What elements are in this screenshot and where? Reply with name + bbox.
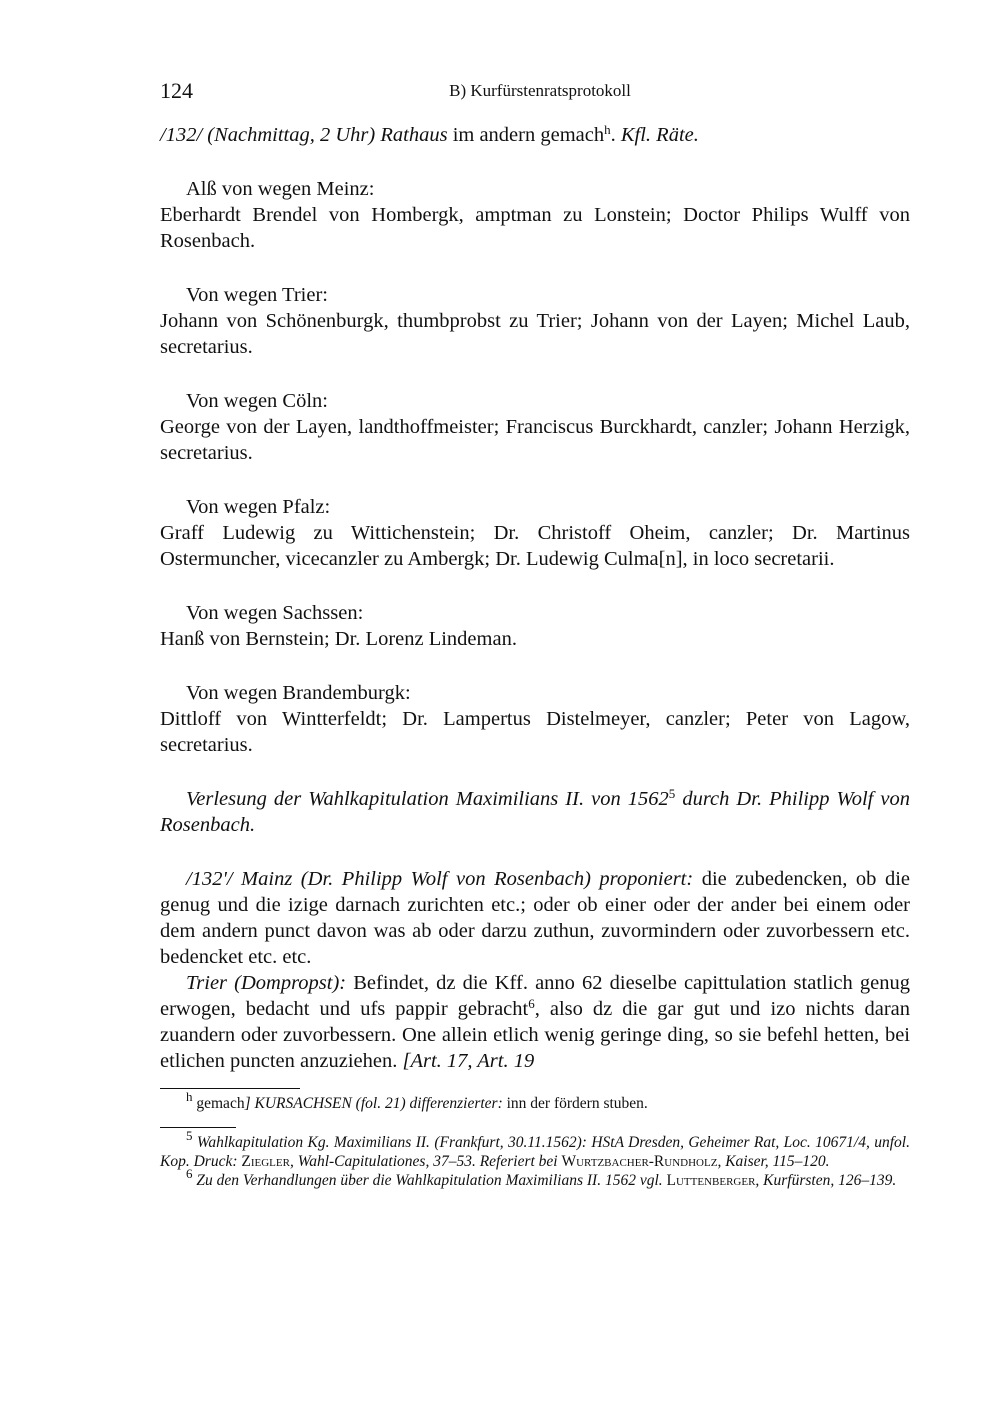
fn-text: , Kurfürsten, 126–139. [755, 1172, 897, 1189]
reading-text: Verlesung der Wahlkapitulation Maximilians II. von 1562 [186, 788, 669, 810]
note-ref: h [604, 122, 611, 137]
reading-heading [160, 786, 910, 838]
note-text-end: inn der fördern stuben. [502, 1095, 648, 1112]
delegation [160, 176, 910, 254]
speaker: Trier (Dompropst): [186, 972, 347, 994]
running-title: B) Kurfürstenratsprotokoll [449, 81, 631, 100]
delegation [160, 282, 910, 360]
fn-num: 6 [186, 1166, 193, 1181]
footnote-6 [160, 1166, 910, 1190]
delegation [160, 388, 910, 466]
intro-text: im andern gemach [447, 124, 605, 146]
footnote-ref: 5 [668, 786, 676, 801]
divider [160, 1127, 236, 1128]
delegation-heading: Von wegen Sachssen: [186, 602, 364, 624]
reading-text-end: durch Dr. Philipp Wolf von Rosenbach. [160, 788, 910, 836]
speaker: /132'/ Mainz (Dr. Philipp Wolf von Rosenbach) proponiert: [186, 868, 694, 890]
footnotes [160, 1127, 910, 1190]
delegation-members: Dittloff von Wintterfeldt; Dr. Lampertus Distelmeyer, canzler; Peter von Lagow, secretarius. [160, 708, 910, 756]
author: Wurtzbacher-Rundholz [561, 1153, 718, 1170]
speech: die zubedencken, ob die genug und die izige darnach zurichten etc.; oder ob einer oder der ander bei einem oder dem andern punct davon was ab oder darzu zuthun, zuvormindern oder zuvorbessern etc. bedencket etc. etc. [160, 868, 910, 968]
delegation-members: Hanß von Bernstein; Dr. Lorenz Lindeman. [160, 628, 517, 650]
delegation [160, 494, 910, 572]
text-note-h [160, 1089, 910, 1113]
delegation-heading: Von wegen Pfalz: [186, 496, 331, 518]
divider [160, 1088, 300, 1089]
document-page [160, 78, 910, 1190]
delegations [160, 176, 910, 758]
speech-cont: , also dz die gar gut und izo nichts daran zuandern oder zuvorbessern. One allein etlich wenig geringe ding, so sie befehl hetten, bei etlichen puncten anzuziehen. [160, 998, 910, 1072]
intro-italic-end: Kfl. Räte. [620, 124, 699, 146]
mainz-paragraph [160, 866, 910, 970]
intro-punct: . [610, 124, 621, 146]
delegation-members: Johann von Schönenburgk, thumbprobst zu Trier; Johann von der Layen; Michel Laub, secretarius. [160, 310, 910, 358]
delegation [160, 680, 910, 758]
fn-text: , Wahl-Capitulationes, 37–53. Referiert bei [289, 1153, 562, 1170]
text-notes [160, 1088, 910, 1113]
intro-italic: /132/ (Nachmittag, 2 Uhr) Rathaus [160, 124, 448, 146]
author: Luttenberger [662, 1172, 756, 1189]
fn-text: Wahlkapitulation Kg. Maximilians II. (Frankfurt, 30.11.1562): HStA Dresden, Geheimer Rat, Loc. 10671/4, unfol. Kop. Druck: [160, 1134, 910, 1170]
note-italic: ] KURSACHSEN (fol. 21) differenzierter: [244, 1095, 503, 1112]
delegation-members: George von der Layen, landthoffmeister; Franciscus Burckhardt, canzler; Johann Herzigk, secretarius. [160, 416, 910, 464]
delegation-heading: Von wegen Trier: [186, 284, 328, 306]
author: Ziegler [241, 1153, 290, 1170]
speech: Befindet, dz die Kff. anno 62 dieselbe capittulation statlich genug erwogen, bedacht und ufs pappir gebracht [160, 972, 910, 1020]
page-header [160, 78, 910, 108]
page-number: 124 [160, 78, 193, 103]
footnote-5 [160, 1128, 910, 1171]
delegation-heading: Von wegen Brandemburgk: [186, 682, 411, 704]
footnote-ref: 6 [528, 996, 535, 1011]
fn-num: 5 [186, 1128, 193, 1143]
delegation-members: Graff Ludewig zu Wittichenstein; Dr. Christoff Oheim, canzler; Dr. Martinus Ostermuncher, vicecanzler zu Ambergk; Dr. Ludewig Culma[n], in loco secretarii. [160, 522, 910, 570]
delegation-heading: Von wegen Cöln: [186, 390, 328, 412]
trier-paragraph [160, 970, 910, 1074]
article-ref: [Art. 17, Art. 19 [402, 1050, 535, 1072]
fn-text: Zu den Verhandlungen über die Wahlkapitulation Maximilians II. 1562 vgl. [192, 1172, 663, 1189]
delegation-heading: Alß von wegen Meinz: [186, 178, 375, 200]
fn-text: , Kaiser, 115–120. [717, 1153, 830, 1170]
delegation [160, 600, 910, 652]
session-intro [160, 122, 910, 148]
delegation-members: Eberhardt Brendel von Hombergk, amptman zu Lonstein; Doctor Philips Wulff von Rosenbach. [160, 204, 910, 252]
note-mark: h [186, 1089, 193, 1104]
note-text: gemach [192, 1095, 245, 1112]
